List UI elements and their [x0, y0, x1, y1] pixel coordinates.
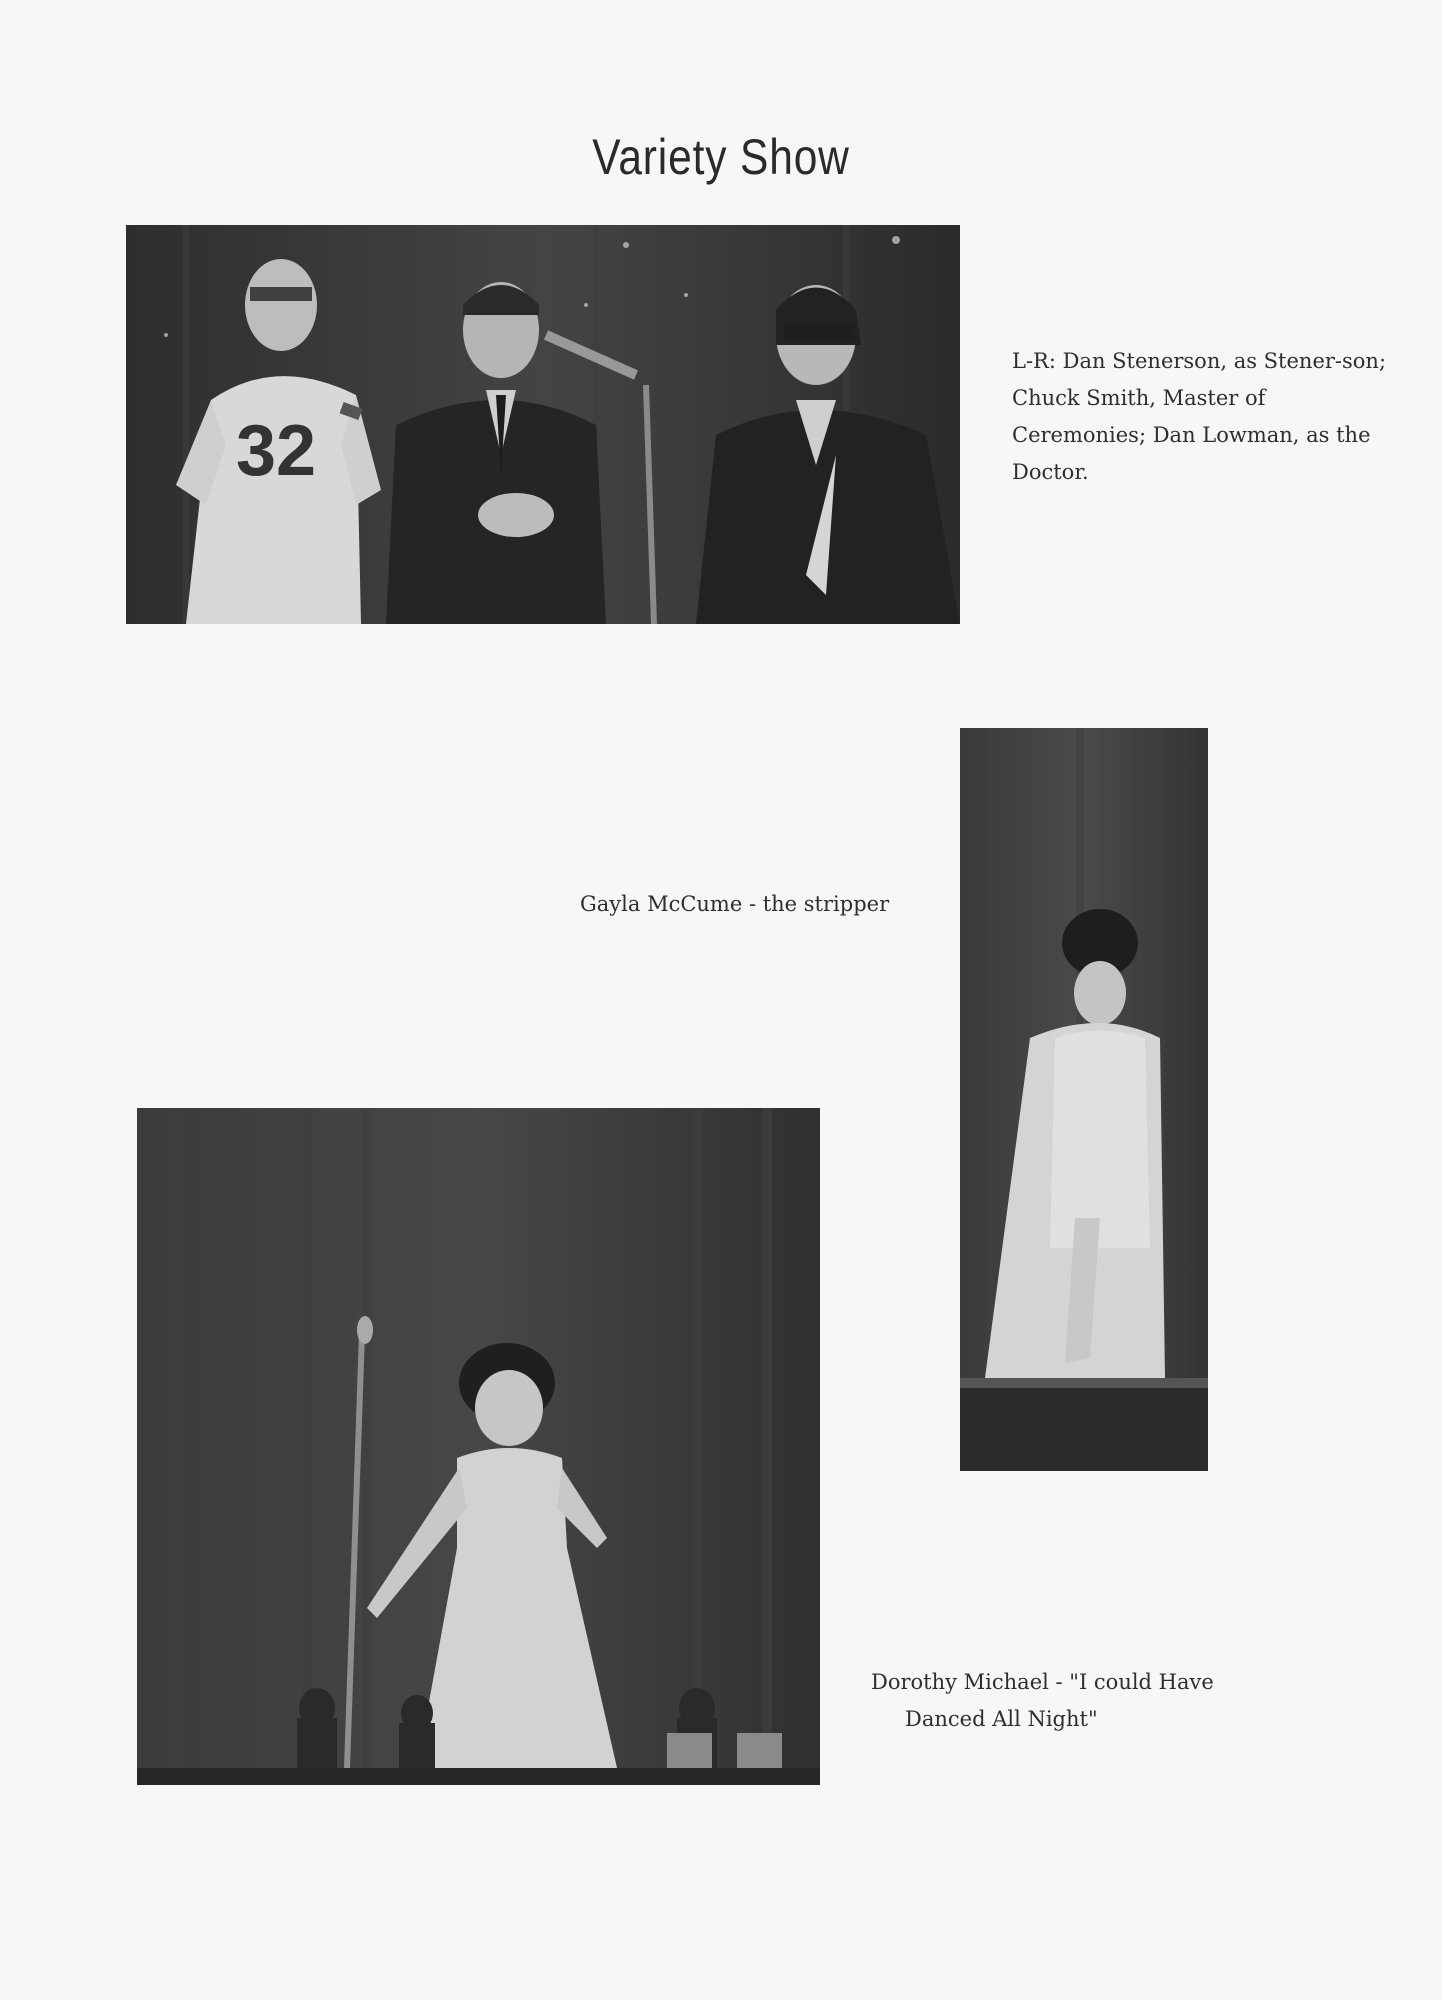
caption-singer: [871, 1664, 1214, 1738]
caption-stripper: Gayla McCume - the stripper: [580, 892, 890, 916]
photo-stripper-performer: [960, 728, 1208, 1471]
photo-singer-image: [137, 1108, 820, 1785]
caption-singer-line-2: Danced All Night": [905, 1707, 1098, 1731]
photo-three-performers: [126, 225, 960, 624]
photo-singer: [137, 1108, 820, 1785]
photo-stripper-performer-image: [960, 728, 1208, 1471]
caption-three-performers: L-R: Dan Stenerson, as Stener-son; Chuck Smith, Master of Ceremonies; Dan Lowman, as the Doctor.: [1012, 349, 1387, 484]
photo-three-performers-image: [126, 225, 960, 624]
jersey-number: 32: [235, 411, 317, 491]
page-title: Variety Show: [592, 129, 850, 185]
caption-singer-line-1: Dorothy Michael - "I could Have: [871, 1670, 1214, 1694]
